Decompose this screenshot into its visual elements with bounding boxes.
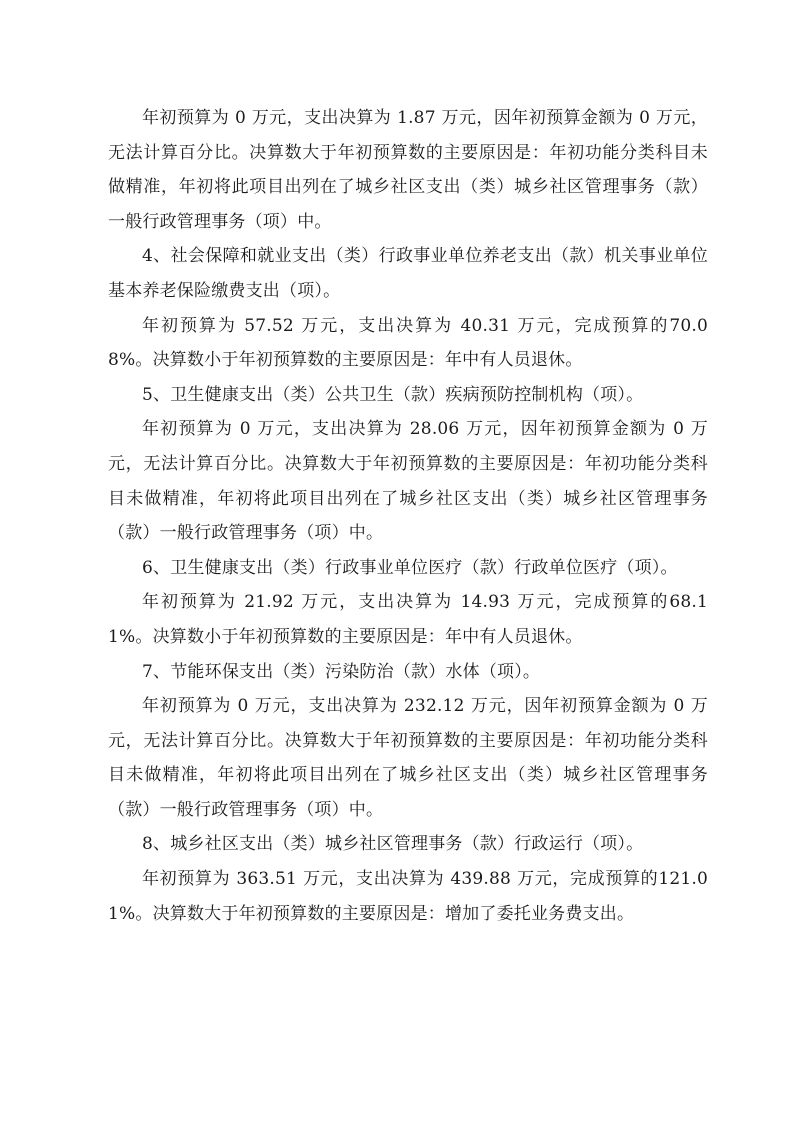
heading-item-4-pension: 4、社会保障和就业支出（类）行政事业单位养老支出（款）机关事业单位基本养老保险缴费支出（项）。 [108, 246, 708, 301]
heading-item-5-disease-control: 5、卫生健康支出（类）公共卫生（款）疾病预防控制机构（项）。 [142, 384, 644, 405]
heading-item-6-medical: 6、卫生健康支出（类）行政事业单位医疗（款）行政单位医疗（项）。 [142, 557, 678, 578]
paragraph-budget-medical: 年初预算为 21.92 万元，支出决算为 14.93 万元，完成预算的68.11%。决算数小于年初预算数的主要原因是：年中有人员退休。 [108, 592, 708, 647]
heading-item-7-water-pollution: 7、节能环保支出（类）污染防治（款）水体（项）。 [142, 661, 541, 682]
paragraph-budget-pension: 年初预算为 57.52 万元，支出决算为 40.31 万元，完成预算的70.08%。决算数小于年初预算数的主要原因是：年中有人员退休。 [108, 315, 708, 371]
heading-item-8-admin-operation: 8、城乡社区支出（类）城乡社区管理事务（款）行政运行（项）。 [142, 834, 644, 855]
paragraph-budget-water-pollution: 年初预算为 0 万元，支出决算为 232.12 万元，因年初预算金额为 0 万元，无法计算百分比。决算数大于年初预算数的主要原因是：年初功能分类科目未做精准，年初将此项目出列在了城乡社区支出（类）城乡社区管理事务（款）一般行政管理事务（项）中。 [108, 696, 708, 820]
paragraph-budget-admin-operation: 年初预算为 363.51 万元，支出决算为 439.88 万元，完成预算的121.01%。决算数大于年初预算数的主要原因是：增加了委托业务费支出。 [108, 869, 708, 924]
document-body [108, 101, 708, 931]
paragraph-budget-disease-control: 年初预算为 0 万元，支出决算为 28.06 万元，因年初预算金额为 0 万元，无法计算百分比。决算数大于年初预算数的主要原因是：年初功能分类科目未做精准，年初将此项目出列在了城乡社区支出（类）城乡社区管理事务（款）一般行政管理事务（项）中。 [108, 419, 708, 544]
paragraph-budget-general-admin: 年初预算为 0 万元，支出决算为 1.87 万元，因年初预算金额为 0 万元，无法计算百分比。决算数大于年初预算数的主要原因是：年初功能分类科目未做精准，年初将此项目出列在了城乡社区支出（类）城乡社区管理事务（款）一般行政管理事务（项）中。 [108, 108, 708, 232]
